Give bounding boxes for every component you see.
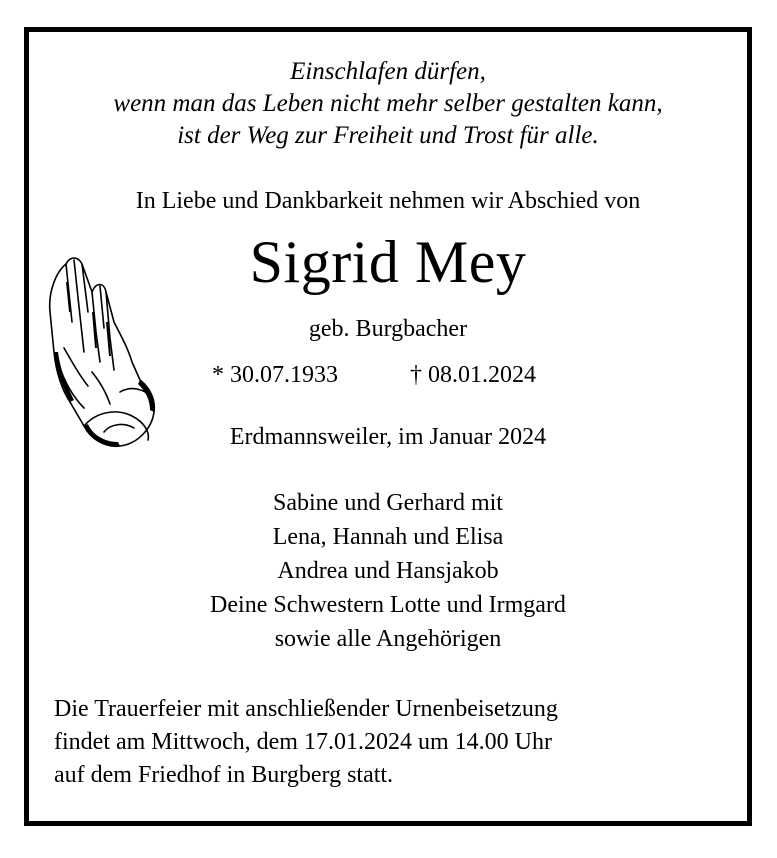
praying-hands-icon xyxy=(44,252,162,452)
poem-line-3: ist der Weg zur Freiheit und Trost für alle. xyxy=(177,122,599,149)
mourner-line: Andrea und Hansjakob xyxy=(277,558,499,584)
mourner-line: Deine Schwestern Lotte und Irmgard xyxy=(210,592,566,618)
mourner-line: sowie alle Angehörigen xyxy=(274,626,502,652)
death-date: † 08.01.2024 xyxy=(410,362,536,388)
ceremony-line: findet am Mittwoch, dem 17.01.2024 um 14.00 Uhr xyxy=(54,729,552,755)
poem-line-1: Einschlafen dürfen, xyxy=(290,58,486,85)
poem-line-2: wenn man das Leben nicht mehr selber gestalten kann, xyxy=(113,90,663,117)
birth-date: * 30.07.1933 xyxy=(212,362,338,388)
farewell-intro: In Liebe und Dankbarkeit nehmen wir Abschied von xyxy=(135,188,641,214)
birth-name: geb. Burgbacher xyxy=(308,316,468,342)
ceremony-line: auf dem Friedhof in Burgberg statt. xyxy=(54,762,394,788)
mourner-line: Sabine und Gerhard mit xyxy=(273,490,503,516)
deceased-name: Sigrid Mey xyxy=(249,229,527,295)
ceremony-line: Die Trauerfeier mit anschließender Urnenbeisetzung xyxy=(54,696,558,722)
place-and-date: Erdmannsweiler, im Januar 2024 xyxy=(229,424,547,450)
mourner-line: Lena, Hannah und Elisa xyxy=(272,524,504,550)
